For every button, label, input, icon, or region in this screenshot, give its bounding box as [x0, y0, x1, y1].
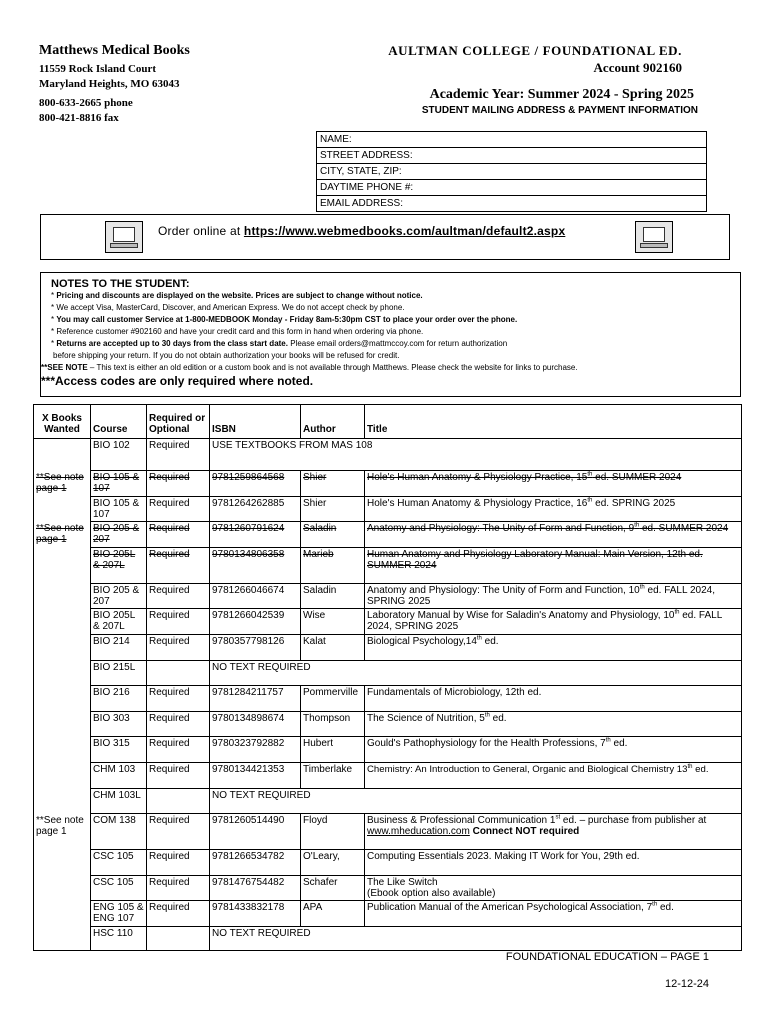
note-reference: * Reference customer #902160 and have your credit card and this form in hand when ordering via phone. [51, 327, 424, 336]
title-cell: NO TEXT REQUIRED [210, 660, 742, 686]
course-cell: BIO 216 [91, 686, 147, 712]
course-cell: CSC 105 [91, 875, 147, 901]
table-row [34, 471, 742, 497]
table-row [34, 634, 742, 660]
mailing-section-title: STUDENT MAILING ADDRESS & PAYMENT INFORMATION [421, 105, 698, 116]
title-cell: Biological Psychology,14th ed. [365, 634, 742, 660]
books-wanted-cell[interactable] [34, 583, 91, 609]
author-cell: Wise [301, 609, 365, 635]
computer-icon [105, 221, 143, 253]
college-name: AULTMAN COLLEGE / FOUNDATIONAL ED. [388, 43, 682, 58]
note-payment: * We accept Visa, MasterCard, Discover, and American Express. We do not accept check by phone. [51, 303, 405, 312]
course-cell: BIO 315 [91, 737, 147, 763]
table-row [34, 788, 742, 814]
table-row [34, 522, 742, 548]
table-row [34, 439, 742, 471]
books-wanted-cell[interactable] [34, 850, 91, 876]
order-online-banner [40, 214, 730, 260]
author-cell: Saladin [301, 583, 365, 609]
isbn-cell: 9781259864568 [210, 471, 301, 497]
note-returns: * Returns are accepted up to 30 days from the class start date. Please email orders@mattmccoy.com for return authorization [51, 339, 508, 348]
course-cell: HSC 110 [91, 926, 147, 950]
author-cell: Marieb [301, 547, 365, 583]
course-cell: BIO 105 & 107 [91, 471, 147, 497]
course-cell: BIO 303 [91, 711, 147, 737]
order-online-text [158, 224, 565, 238]
required-cell: Required [147, 762, 210, 788]
title-cell: NO TEXT REQUIRED [210, 926, 742, 950]
books-wanted-cell[interactable] [34, 901, 91, 927]
isbn-cell: 9781266534782 [210, 850, 301, 876]
required-cell: Required [147, 583, 210, 609]
table-row [34, 926, 742, 950]
course-cell: CHM 103 [91, 762, 147, 788]
table-row [34, 711, 742, 737]
table-row [34, 609, 742, 635]
course-cell: BIO 205L & 207L [91, 609, 147, 635]
header-isbn: ISBN [210, 405, 301, 439]
footer-page-label: FOUNDATIONAL EDUCATION – PAGE 1 [505, 951, 709, 963]
books-wanted-cell[interactable] [34, 737, 91, 763]
store-fax: 800-421-8816 fax [39, 112, 119, 124]
books-wanted-cell[interactable] [34, 439, 91, 471]
computer-icon [635, 221, 673, 253]
isbn-cell: 9780134421353 [210, 762, 301, 788]
isbn-cell: 9781476754482 [210, 875, 301, 901]
store-phone: 800-633-2665 phone [39, 97, 133, 109]
course-cell: BIO 214 [91, 634, 147, 660]
books-wanted-cell[interactable] [34, 788, 91, 814]
book-list-table [33, 404, 742, 951]
title-cell: Gould's Pathophysiology for the Health Professions, 7th ed. [365, 737, 742, 763]
author-cell: Pommerville [301, 686, 365, 712]
title-cell: Human Anatomy and Physiology Laboratory Manual: Main Version, 12th ed. SUMMER 2024 [365, 547, 742, 583]
table-header-row [34, 405, 742, 439]
books-wanted-cell[interactable] [34, 496, 91, 522]
required-cell: Required [147, 814, 210, 850]
note-pricing: * Pricing and discounts are displayed on the website. Prices are subject to change without notice. [51, 291, 423, 300]
course-cell: BIO 205 & 207 [91, 522, 147, 548]
required-cell: Required [147, 547, 210, 583]
books-wanted-cell[interactable] [34, 762, 91, 788]
mailing-address-form [316, 131, 707, 212]
note-access-codes: ***Access codes are only required where noted. [41, 374, 314, 388]
header-required: Required or Optional [147, 405, 210, 439]
author-cell: Kalat [301, 634, 365, 660]
store-address-city: Maryland Heights, MO 63043 [39, 78, 180, 90]
required-cell: Required [147, 686, 210, 712]
account-number: Account 902160 [593, 60, 682, 75]
author-cell: Schafer [301, 875, 365, 901]
header-author: Author [301, 405, 365, 439]
author-cell: Saladin [301, 522, 365, 548]
table-row [34, 814, 742, 850]
isbn-cell: 9781266046674 [210, 583, 301, 609]
required-cell: Required [147, 875, 210, 901]
email-address-field[interactable]: EMAIL ADDRESS: [320, 198, 403, 209]
books-wanted-cell[interactable] [34, 634, 91, 660]
mheducation-link[interactable]: www.mheducation.com [367, 826, 470, 838]
table-row [34, 762, 742, 788]
course-cell: CHM 103L [91, 788, 147, 814]
footer-date: 12-12-24 [664, 978, 709, 990]
table-row [34, 737, 742, 763]
author-cell: Thompson [301, 711, 365, 737]
required-cell: Required [147, 850, 210, 876]
course-cell: BIO 205 & 207 [91, 583, 147, 609]
table-row [34, 686, 742, 712]
author-cell: Hubert [301, 737, 365, 763]
title-cell: Computing Essentials 2023. Making IT Work for You, 29th ed. [365, 850, 742, 876]
isbn-cell: 9781266042539 [210, 609, 301, 635]
city-state-zip-field[interactable]: CITY, STATE, ZIP: [317, 164, 706, 180]
isbn-cell: 9781260514490 [210, 814, 301, 850]
title-cell: NO TEXT REQUIRED [210, 788, 742, 814]
course-cell: COM 138 [91, 814, 147, 850]
table-row [34, 660, 742, 686]
title-cell: USE TEXTBOOKS FROM MAS 108 [210, 439, 742, 471]
name-field[interactable]: NAME: [317, 132, 706, 148]
books-wanted-cell[interactable] [34, 547, 91, 583]
academic-year: Academic Year: Summer 2024 - Spring 2025 [429, 87, 694, 102]
table-row [34, 583, 742, 609]
notes-title: NOTES TO THE STUDENT: [51, 278, 190, 290]
table-row [34, 850, 742, 876]
course-cell: CSC 105 [91, 850, 147, 876]
required-cell: Required [147, 901, 210, 927]
author-cell: Shier [301, 471, 365, 497]
author-cell: APA [301, 901, 365, 927]
books-wanted-cell[interactable] [34, 926, 91, 950]
title-cell: Business & Professional Communication 1st ed. – purchase from publisher at www.mheducation.com Connect NOT required [365, 814, 742, 850]
books-wanted-cell[interactable]: **See note page 1 [34, 814, 91, 850]
books-wanted-cell[interactable] [34, 711, 91, 737]
table-row [34, 496, 742, 522]
required-cell [147, 660, 210, 686]
title-cell: Laboratory Manual by Wise for Saladin's Anatomy and Physiology, 10th ed. FALL 2024, SPRING 2025 [365, 609, 742, 635]
required-cell: Required [147, 737, 210, 763]
notes-to-student [40, 272, 741, 397]
title-cell: The Science of Nutrition, 5th ed. [365, 711, 742, 737]
table-row [34, 875, 742, 901]
header-title: Title [365, 405, 742, 439]
books-wanted-cell[interactable]: **See note page 1 [34, 471, 91, 497]
isbn-cell: 9781284211757 [210, 686, 301, 712]
header-books-wanted: X Books Wanted [34, 405, 91, 439]
daytime-phone-field[interactable]: DAYTIME PHONE #: [317, 180, 706, 196]
author-cell: Floyd [301, 814, 365, 850]
isbn-cell: 9781264262885 [210, 496, 301, 522]
table-row [34, 547, 742, 583]
isbn-cell: 9780357798126 [210, 634, 301, 660]
isbn-cell: 9780134898674 [210, 711, 301, 737]
title-cell: Anatomy and Physiology: The Unity of Form and Function, 10th ed. FALL 2024, SPRING 2025 [365, 583, 742, 609]
street-address-field[interactable]: STREET ADDRESS: [317, 148, 706, 164]
store-address-block [39, 62, 180, 126]
books-wanted-cell[interactable] [34, 660, 91, 686]
required-cell: Required [147, 522, 210, 548]
required-cell: Required [147, 609, 210, 635]
title-cell: The Like Switch (Ebook option also available) [365, 875, 742, 901]
course-cell: BIO 215L [91, 660, 147, 686]
course-cell: ENG 105 & ENG 107 [91, 901, 147, 927]
title-cell: Hole's Human Anatomy & Physiology Practice, 16th ed. SPRING 2025 [365, 496, 742, 522]
note-see-note: **SEE NOTE – This text is either an old edition or a custom book and is not available through Matthews. Please check the website for links to purchase. [41, 363, 578, 372]
order-online-prefix: Order online at [158, 224, 244, 238]
required-cell: Required [147, 439, 210, 471]
course-cell: BIO 105 & 107 [91, 496, 147, 522]
title-cell: Chemistry: An Introduction to General, Organic and Biological Chemistry 13th ed. [365, 762, 742, 788]
isbn-cell: 9780323792882 [210, 737, 301, 763]
required-cell: Required [147, 496, 210, 522]
books-wanted-cell[interactable]: **See note page 1 [34, 522, 91, 548]
author-cell: Shier [301, 496, 365, 522]
store-name: Matthews Medical Books [39, 43, 190, 58]
isbn-cell: 9780134806358 [210, 547, 301, 583]
author-cell: O'Leary, [301, 850, 365, 876]
course-cell: BIO 102 [91, 439, 147, 471]
books-wanted-cell[interactable] [34, 686, 91, 712]
title-cell: Anatomy and Physiology: The Unity of Form and Function, 9th ed. SUMMER 2024 [365, 522, 742, 548]
title-cell: Hole's Human Anatomy & Physiology Practice, 15th ed. SUMMER 2024 [365, 471, 742, 497]
required-cell: Required [147, 471, 210, 497]
order-online-link[interactable]: https://www.webmedbooks.com/aultman/default2.aspx [243, 224, 566, 238]
required-cell [147, 788, 210, 814]
header-course: Course [91, 405, 147, 439]
required-cell: Required [147, 711, 210, 737]
isbn-cell: 9781260791624 [210, 522, 301, 548]
required-cell [147, 926, 210, 950]
isbn-cell: 9781433832178 [210, 901, 301, 927]
author-cell: Timberlake [301, 762, 365, 788]
books-wanted-cell[interactable] [34, 609, 91, 635]
title-cell: Fundamentals of Microbiology, 12th ed. [365, 686, 742, 712]
title-cell: Publication Manual of the American Psychological Association, 7th ed. [365, 901, 742, 927]
table-row [34, 901, 742, 927]
required-cell: Required [147, 634, 210, 660]
note-phone-order: * You may call customer Service at 1-800-MEDBOOK Monday - Friday 8am-5:30pm CST to place your order over the phone. [51, 315, 518, 324]
store-address-street: 11559 Rock Island Court [39, 63, 157, 75]
note-returns-cont: before shipping your return. If you do not obtain authorization your books will be refused for credit. [53, 351, 400, 360]
course-cell: BIO 205L & 207L [91, 547, 147, 583]
books-wanted-cell[interactable] [34, 875, 91, 901]
